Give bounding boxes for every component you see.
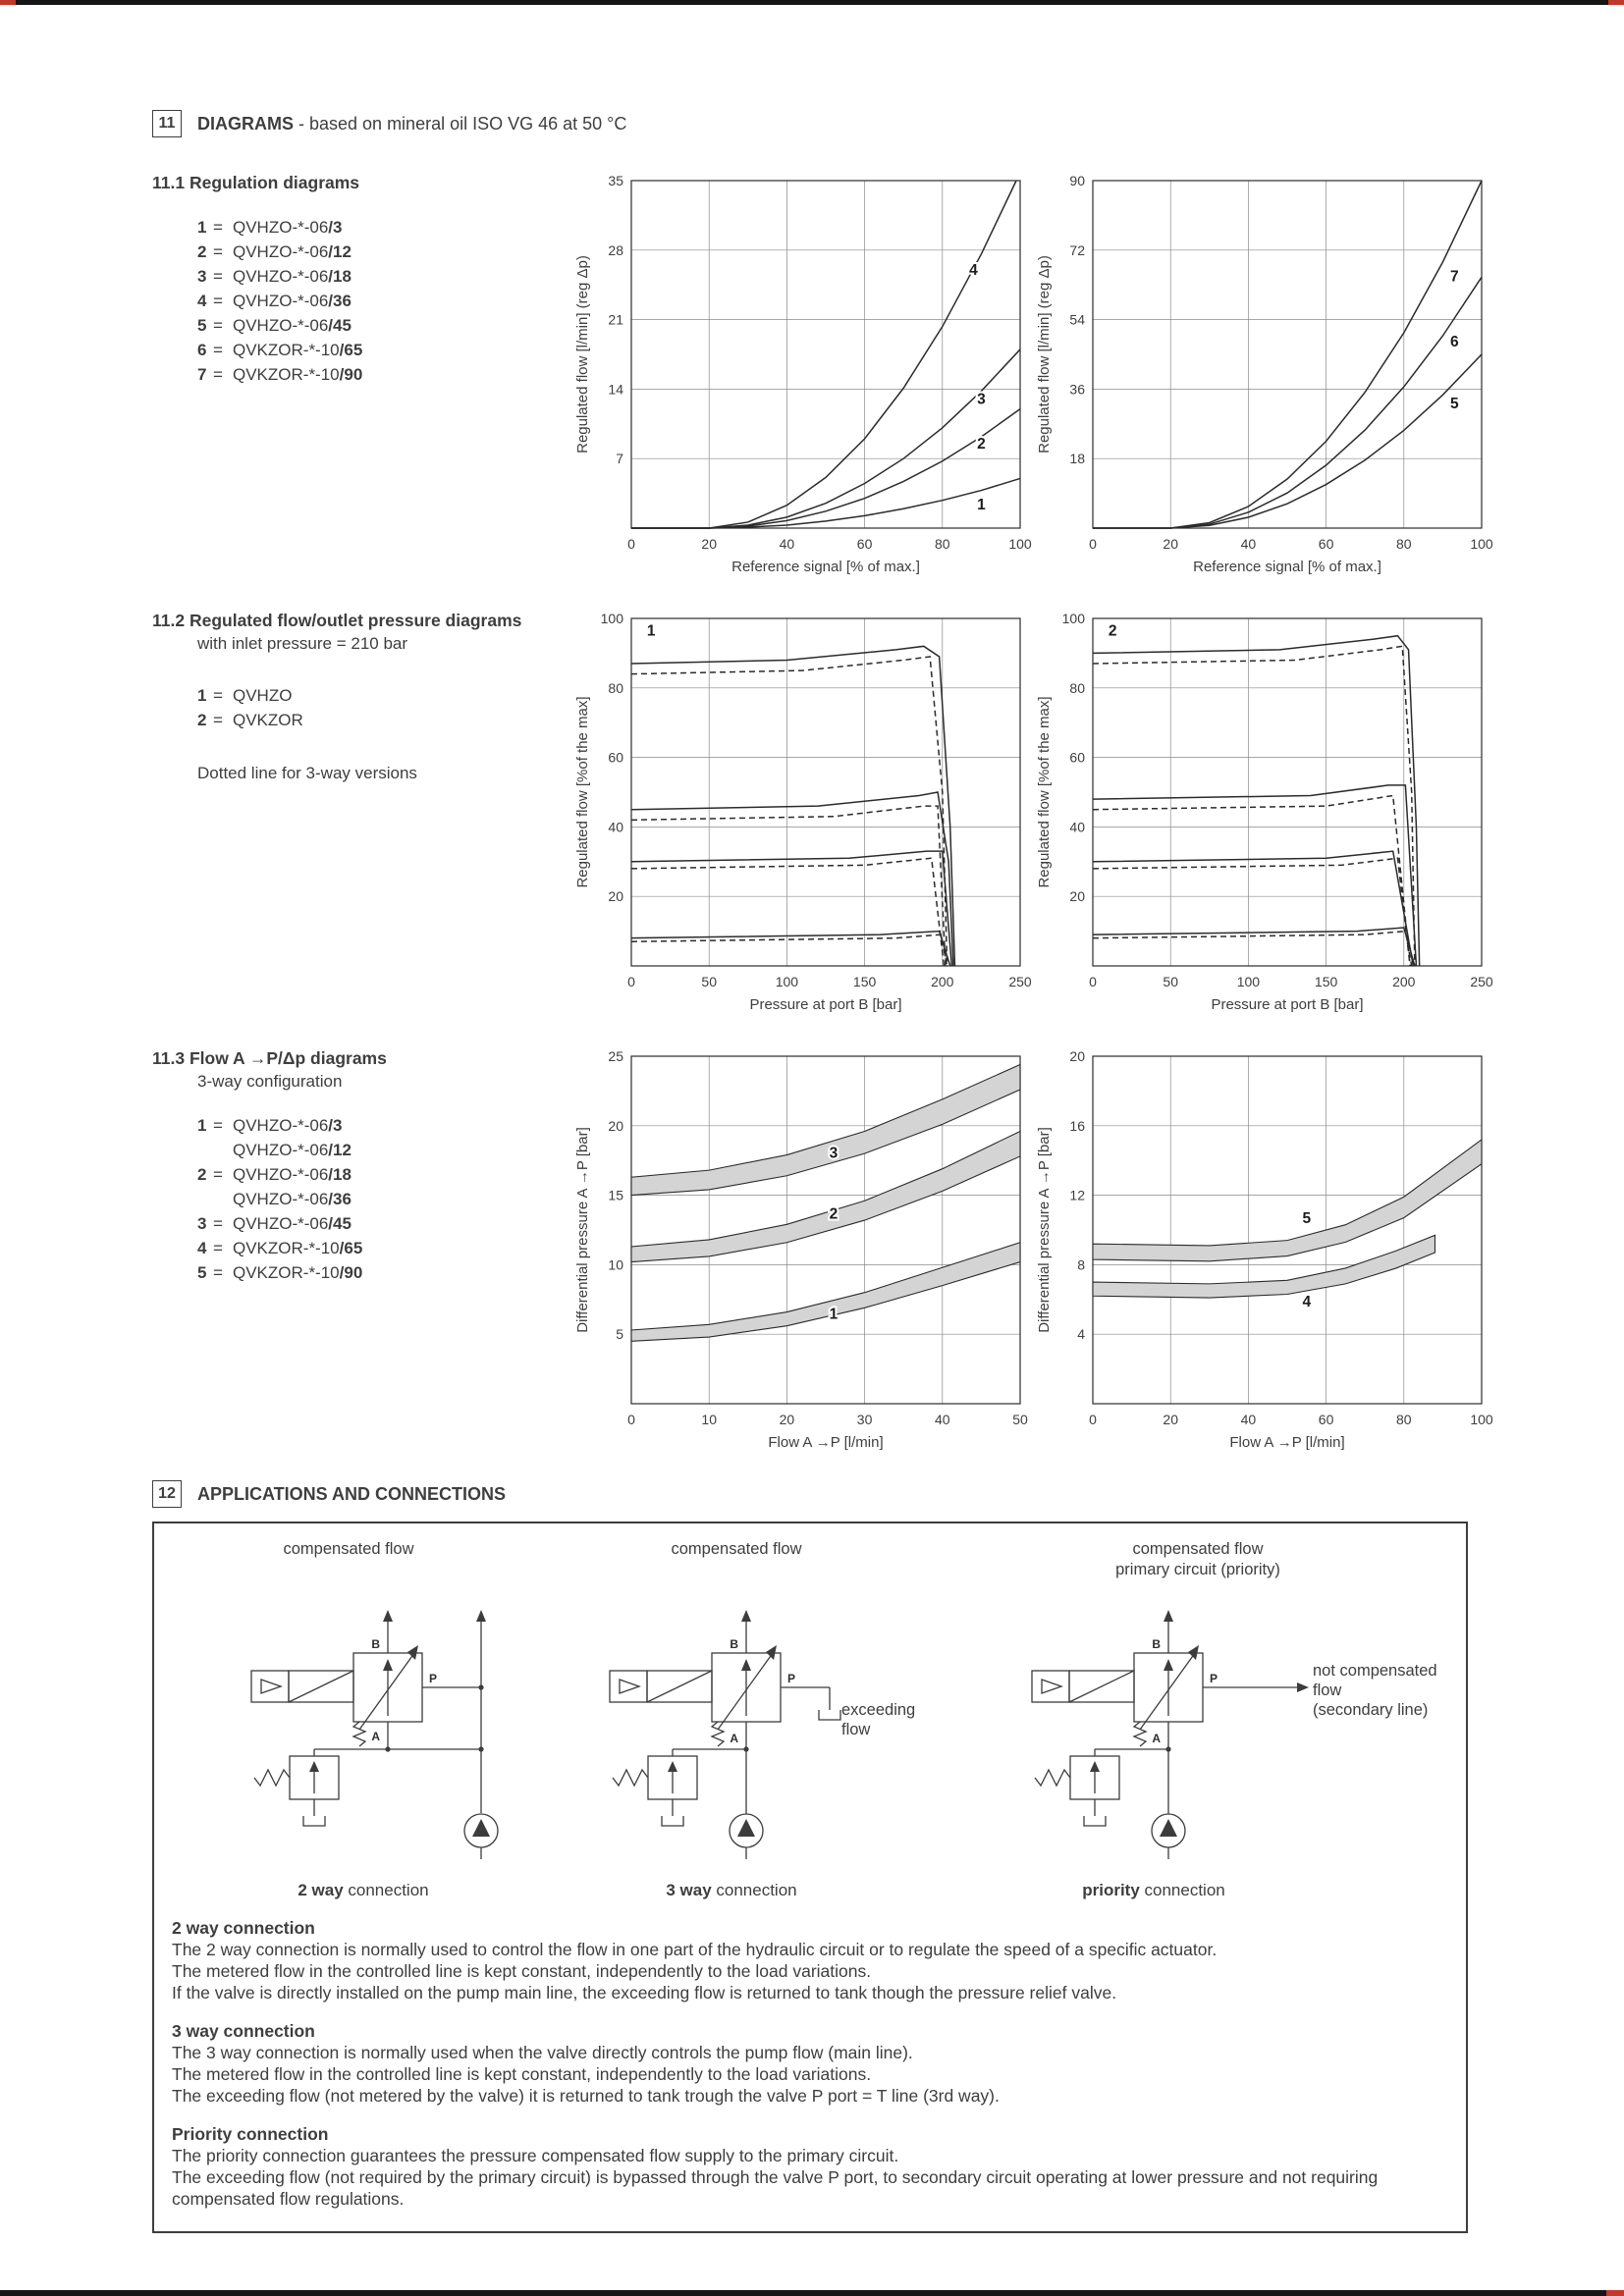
section-11-header: [152, 110, 1565, 137]
port-label-a: A: [1152, 1732, 1161, 1745]
caption-3way: 3 way connection: [666, 1881, 797, 1899]
section-12-title-bold: APPLICATIONS AND CONNECTIONS: [197, 1483, 507, 1504]
legend-item: 2 = QVHZO-*-06/18: [197, 1165, 352, 1184]
legend-col-11-1: [152, 167, 574, 579]
pump-icon: [464, 1814, 498, 1859]
label-compensated-flow-priority: compensated flow primary circuit (priority): [1115, 1540, 1280, 1578]
dotted-line-note: Dotted line for 3-way versions: [197, 764, 417, 782]
x-axis-label: Flow A →P [l/min]: [768, 1434, 884, 1451]
x-tick-label: 40: [779, 536, 795, 552]
chart-regulation-large: [1036, 167, 1497, 579]
section-12-title: [197, 1484, 506, 1505]
connection-descriptions: [172, 1917, 1448, 2210]
x-tick-label: 150: [852, 974, 877, 989]
chart-corner-label: 2: [1108, 622, 1117, 640]
x-tick-label: 200: [931, 974, 954, 989]
applications-box: [152, 1522, 1468, 2233]
label-compensated-flow: compensated flow: [671, 1540, 802, 1558]
port-label-p: P: [429, 1672, 438, 1685]
chart-pressure-qvhzo: [574, 605, 1036, 1017]
chart-dp-small: [574, 1042, 1036, 1455]
paragraph-heading: 3 way connection: [172, 2021, 315, 2041]
label-compensated-flow: compensated flow: [283, 1540, 414, 1558]
y-tick-label: 72: [1069, 241, 1085, 258]
port-label-b: B: [1152, 1637, 1161, 1651]
series-label-1: 1: [977, 496, 986, 513]
series-curve-: [631, 858, 944, 966]
port-label-p: P: [1210, 1672, 1218, 1685]
x-tick-label: 100: [1008, 536, 1032, 552]
x-tick-label: 60: [856, 536, 873, 552]
label-exceeding-flow: exceeding flow: [841, 1701, 916, 1738]
solenoid-icon: [1069, 1671, 1134, 1702]
chart-svg-dp-large: [1036, 1042, 1497, 1455]
x-tick-label: 40: [935, 1412, 950, 1427]
y-tick-label: 90: [1069, 173, 1085, 188]
series-curve-: [631, 806, 946, 966]
legend-item: 7 = QVKZOR-*-10/90: [197, 365, 363, 384]
legend-item: QVHZO-*-06/36: [233, 1190, 352, 1208]
x-tick-label: 100: [1470, 536, 1493, 552]
x-tick-label: 0: [627, 536, 635, 552]
chart-svg-regulation-small: [574, 167, 1036, 579]
chart-svg-pressure-qvkzor: [1036, 605, 1497, 1017]
tank-icon: [303, 1816, 325, 1826]
chart-regulation-small: [574, 167, 1036, 579]
y-tick-label: 14: [608, 381, 623, 398]
x-axis-label: Pressure at port B [bar]: [1211, 996, 1364, 1013]
y-axis-label: Regulated flow [%of the max]: [574, 696, 591, 888]
x-tick-label: 20: [779, 1412, 795, 1427]
section-12-number: 12: [152, 1480, 182, 1508]
y-tick-label: 80: [608, 679, 623, 696]
relief-valve-icon: [254, 1749, 339, 1816]
schematic-priority: [947, 1535, 1448, 1900]
series-curve-: [631, 851, 951, 966]
y-tick-label: 4: [1077, 1326, 1085, 1343]
y-axis-label: Regulated flow [%of the max]: [1036, 696, 1053, 888]
x-tick-label: 60: [1318, 1412, 1334, 1427]
paragraph-heading: Priority connection: [172, 2124, 329, 2144]
y-tick-label: 40: [608, 819, 623, 835]
plot-frame: [1093, 618, 1482, 966]
y-tick-label: 7: [616, 451, 623, 467]
series-curve-2: [631, 409, 1020, 528]
series-curve-: [631, 932, 950, 966]
chart-pressure-qvkzor: [1036, 605, 1497, 1017]
x-tick-label: 0: [627, 1412, 635, 1427]
y-axis-label: Differential pressure A →P [bar]: [574, 1127, 591, 1333]
x-axis-label: Flow A →P [l/min]: [1229, 1434, 1345, 1451]
series-curve-: [631, 934, 947, 966]
pump-icon: [1152, 1814, 1185, 1859]
x-tick-label: 50: [701, 974, 717, 989]
legend-item: 5 = QVHZO-*-06/45: [197, 316, 352, 335]
series-curve-: [1093, 851, 1413, 966]
schematic-2way: [172, 1535, 525, 1900]
port-label-b: B: [730, 1637, 738, 1651]
subsection-11-3-subtitle: 3-way configuration: [197, 1072, 343, 1091]
series-curve-: [1093, 646, 1415, 966]
x-tick-label: 50: [1163, 974, 1178, 989]
x-tick-label: 0: [1089, 974, 1097, 989]
x-tick-label: 80: [1396, 536, 1412, 552]
series-label-4: 4: [1302, 1293, 1312, 1310]
series-curve-: [1093, 858, 1410, 966]
row-11-2: [152, 605, 1565, 1017]
legend-11-3: [197, 1113, 574, 1285]
y-tick-label: 20: [608, 888, 623, 905]
y-tick-label: 60: [1069, 749, 1085, 766]
schematic-priority-figure: [967, 1584, 1340, 1879]
paragraph-priority: Priority connection The priority connection guarantees the pressure compensated flow supply to the primary circuit. The exceeding flow (not required by the primary circuit) is bypassed through the valve P port, to secondary circuit operating at lower pressure and not requiring compensated flow regulations.: [172, 2123, 1448, 2210]
x-tick-label: 100: [1470, 1412, 1493, 1427]
series-curve-: [1093, 928, 1415, 966]
x-tick-label: 50: [1012, 1412, 1028, 1427]
legend-item: 5 = QVKZOR-*-10/90: [197, 1263, 363, 1282]
x-axis-label: Reference signal [% of max.]: [1193, 559, 1381, 575]
chart-dp-large: [1036, 1042, 1497, 1455]
y-tick-label: 25: [608, 1048, 623, 1064]
caption-2way: 2 way connection: [298, 1881, 429, 1899]
y-axis-label: Regulated flow [l/min] (reg Δp): [574, 255, 591, 454]
port-lines: [1095, 1610, 1309, 1814]
subsection-11-3-title: 11.3 Flow A →P/Δp diagrams: [152, 1048, 387, 1068]
y-tick-label: 54: [1069, 311, 1085, 328]
section-11-title: [197, 114, 626, 134]
legend-col-11-3: [152, 1042, 574, 1455]
plot-frame: [1093, 181, 1482, 528]
legend-item: QVHZO-*-06/12: [233, 1141, 352, 1159]
page-edge-mark-top: [0, 0, 1624, 5]
chart-svg-dp-small: [574, 1042, 1036, 1455]
series-label-3: 3: [977, 391, 986, 408]
port-lines: [314, 1610, 484, 1752]
port-label-a: A: [730, 1732, 738, 1745]
y-tick-label: 60: [608, 749, 623, 766]
series-curve-4: [631, 181, 1016, 528]
main-line-arrow: [476, 1610, 486, 1813]
series-label-7: 7: [1449, 268, 1459, 286]
legend-col-11-2: [152, 605, 574, 1017]
chart-corner-label: 1: [646, 622, 656, 640]
legend-item: 1 = QVHZO: [197, 686, 293, 705]
series-curve-: [1093, 636, 1420, 966]
y-tick-label: 100: [1061, 611, 1085, 626]
x-tick-label: 250: [1470, 974, 1493, 989]
plot-frame: [1093, 1056, 1482, 1404]
row-11-3: [152, 1042, 1565, 1455]
relief-valve-icon: [1035, 1749, 1119, 1816]
y-tick-label: 100: [600, 611, 623, 626]
schematic-2way-figure: [187, 1584, 560, 1879]
proportional-command-icon: [251, 1671, 289, 1702]
legend-item: 1 = QVHZO-*-06/3: [197, 1116, 343, 1135]
y-tick-label: 20: [1069, 1048, 1085, 1064]
pump-icon: [730, 1814, 763, 1859]
series-curve-7: [1093, 181, 1482, 528]
x-tick-label: 200: [1392, 974, 1416, 989]
row-11-1: [152, 167, 1565, 579]
solenoid-icon: [289, 1671, 353, 1702]
x-tick-label: 20: [1163, 1412, 1178, 1427]
y-tick-label: 12: [1069, 1187, 1085, 1203]
series-curve-3: [631, 349, 1020, 528]
tank-icon: [662, 1816, 683, 1826]
proportional-command-icon: [610, 1671, 647, 1702]
y-tick-label: 18: [1069, 451, 1085, 467]
x-tick-label: 80: [1396, 1412, 1412, 1427]
x-tick-label: 0: [1089, 536, 1097, 552]
tank-icon-exceeding: [819, 1710, 840, 1720]
legend-11-2: [197, 683, 574, 732]
y-tick-label: 20: [1069, 888, 1085, 905]
legend-item: 3 = QVHZO-*-06/18: [197, 267, 352, 286]
y-tick-label: 28: [608, 241, 623, 258]
series-label-5: 5: [1302, 1209, 1312, 1227]
y-tick-label: 10: [608, 1256, 623, 1273]
subsection-11-1-title: 11.1 Regulation diagrams: [152, 173, 360, 192]
section-11-title-bold: DIAGRAMS: [197, 113, 294, 133]
plot-frame: [631, 618, 1020, 966]
caption-priority: priority connection: [1082, 1881, 1225, 1899]
y-tick-label: 80: [1069, 679, 1085, 696]
series-label-5: 5: [1449, 396, 1459, 413]
page-edge-mark-bottom: [0, 2290, 1624, 2296]
series-label-1: 1: [829, 1306, 839, 1323]
port-lines: [673, 1610, 830, 1814]
legend-item: 2 = QVHZO-*-06/12: [197, 242, 352, 261]
y-tick-label: 15: [608, 1187, 623, 1203]
y-axis-label: Differential pressure A →P [bar]: [1036, 1127, 1053, 1333]
x-tick-label: 10: [701, 1412, 717, 1427]
section-11-title-rest: - based on mineral oil ISO VG 46 at 50 °C: [294, 113, 627, 133]
relief-valve-icon: [613, 1749, 697, 1816]
subsection-11-2-subtitle: with inlet pressure = 210 bar: [197, 634, 408, 653]
legend-item: 4 = QVKZOR-*-10/65: [197, 1239, 363, 1257]
x-tick-label: 150: [1314, 974, 1338, 989]
schematic-3way: [525, 1535, 947, 1900]
x-tick-label: 0: [627, 974, 635, 989]
plot-frame: [631, 181, 1020, 528]
series-label-6: 6: [1449, 334, 1459, 351]
series-label-2: 2: [977, 436, 986, 454]
x-tick-label: 80: [935, 536, 950, 552]
proportional-command-icon: [1032, 1671, 1069, 1702]
x-tick-label: 100: [775, 974, 799, 989]
x-axis-label: Pressure at port B [bar]: [749, 996, 902, 1013]
series-curve-: [631, 657, 947, 966]
legend-item: 2 = QVKZOR: [197, 711, 303, 729]
paragraph-3way: 3 way connection The 3 way connection is normally used when the valve directly controls the pump flow (main line). The metered flow in the controlled line is kept constant, independently to the load variations. The exceeding flow (not metered by the valve) it is returned to tank trough the valve P port = T line (3rd way).: [172, 2020, 1448, 2107]
series-curve-: [1093, 932, 1412, 966]
chart-svg-regulation-large: [1036, 167, 1497, 579]
x-tick-label: 30: [856, 1412, 873, 1427]
series-label-2: 2: [829, 1205, 839, 1223]
legend-item: 3 = QVHZO-*-06/45: [197, 1214, 352, 1233]
port-label-b: B: [371, 1637, 380, 1651]
y-tick-label: 5: [616, 1326, 623, 1343]
x-tick-label: 20: [1163, 536, 1178, 552]
legend-11-1: [197, 215, 574, 387]
chart-svg-pressure-qvhzo: [574, 605, 1036, 1017]
series-label-4: 4: [969, 262, 978, 280]
y-tick-label: 20: [608, 1117, 623, 1134]
y-tick-label: 8: [1077, 1256, 1085, 1273]
legend-item: 6 = QVKZOR-*-10/65: [197, 341, 363, 359]
x-tick-label: 40: [1240, 1412, 1257, 1427]
x-tick-label: 40: [1240, 536, 1257, 552]
series-label-3: 3: [829, 1145, 839, 1162]
series-curve-: [1093, 785, 1416, 966]
x-tick-label: 100: [1236, 974, 1261, 989]
subsection-11-2-title: 11.2 Regulated flow/outlet pressure diagrams: [152, 611, 522, 630]
series-curve-: [1093, 796, 1410, 966]
y-tick-label: 40: [1069, 819, 1085, 835]
legend-item: 1 = QVHZO-*-06/3: [197, 218, 343, 237]
y-tick-label: 36: [1069, 381, 1085, 398]
x-tick-label: 0: [1089, 1412, 1097, 1427]
section-11-number: 11: [152, 110, 182, 137]
schematics-row: [172, 1535, 1448, 1900]
paragraph-2way: 2 way connection The 2 way connection is normally used to control the flow in one part of the hydraulic circuit or to regulate the speed of a specific actuator. The metered flow in the controlled line is kept constant, independently to the load variations. If the valve is directly installed on the pump main line, the exceeding flow is returned to tank though the pressure relief valve.: [172, 1917, 1448, 2003]
x-tick-label: 20: [701, 536, 717, 552]
y-tick-label: 35: [608, 173, 623, 188]
port-label-p: P: [787, 1672, 796, 1685]
port-label-a: A: [371, 1730, 380, 1743]
legend-item: 4 = QVHZO-*-06/36: [197, 292, 352, 310]
y-axis-label: Regulated flow [l/min] (reg Δp): [1036, 255, 1053, 454]
y-tick-label: 21: [608, 311, 623, 328]
series-curve-5: [1093, 354, 1482, 528]
x-tick-label: 250: [1008, 974, 1032, 989]
tank-icon: [1084, 1816, 1106, 1826]
section-12-header: [152, 1480, 1565, 1508]
y-tick-label: 16: [1069, 1117, 1085, 1134]
label-not-compensated-flow: not compensated flow (secondary line): [1313, 1662, 1437, 1719]
x-tick-label: 60: [1318, 536, 1334, 552]
x-axis-label: Reference signal [% of max.]: [731, 559, 920, 575]
solenoid-icon: [647, 1671, 712, 1702]
paragraph-heading: 2 way connection: [172, 1918, 315, 1938]
series-curve-6: [1093, 277, 1482, 528]
